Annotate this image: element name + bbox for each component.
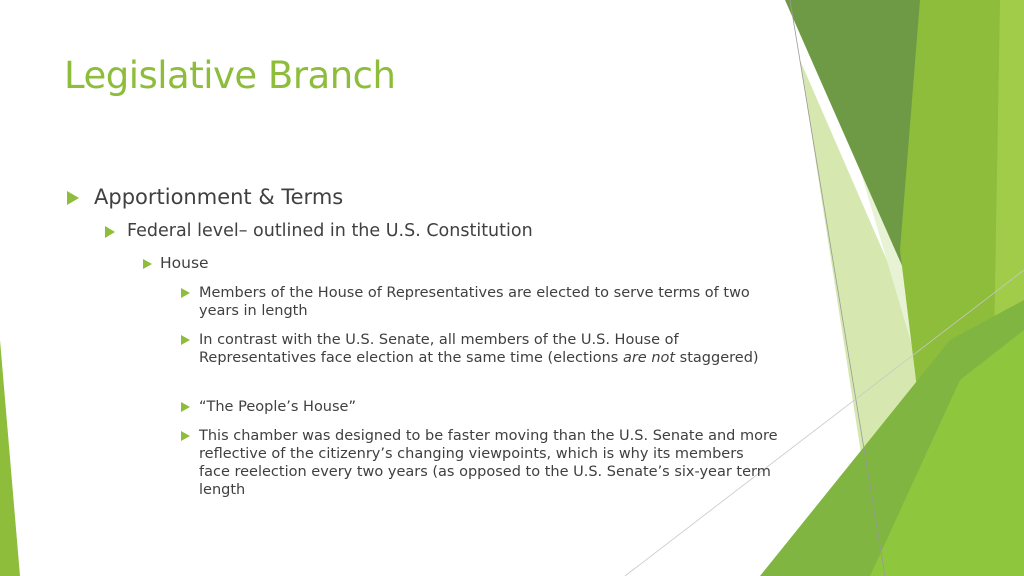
contrast-emphasis: are not bbox=[622, 350, 676, 366]
triangle-bullet-icon bbox=[143, 259, 152, 269]
bullet-item-text bbox=[199, 331, 779, 367]
bullet-level1-text: Apportionment & Terms bbox=[94, 185, 344, 209]
bullet-item-text: This chamber was designed to be faster moving than the U.S. Senate and more reflective of the citizenry’s changing viewpoints, which is why its members face reelection every two years (as opposed to the U.S. Senate’s six-year term length bbox=[199, 428, 778, 498]
triangle-bullet-icon bbox=[181, 402, 190, 412]
triangle-bullet-icon bbox=[181, 288, 190, 298]
bullet-item-text: “The People’s House” bbox=[199, 399, 356, 415]
bullet-level3-text: House bbox=[160, 254, 209, 272]
triangle-bullet-icon bbox=[67, 191, 79, 205]
triangle-bullet-icon bbox=[181, 431, 190, 441]
bullet-item bbox=[181, 427, 781, 499]
bullet-item-text: Members of the House of Representatives are elected to serve terms of two years in length bbox=[199, 285, 750, 319]
slide-title: Legislative Branch bbox=[64, 54, 396, 97]
bullet-level2 bbox=[105, 221, 533, 241]
triangle-bullet-icon bbox=[181, 335, 190, 345]
bullet-level1 bbox=[67, 185, 343, 209]
bullet-item bbox=[181, 398, 781, 416]
bullet-item bbox=[181, 331, 781, 367]
contrast-text-before: In contrast with the U.S. Senate, all members of the U.S. House of Representatives face election at the same time (elections bbox=[199, 332, 679, 366]
triangle-bullet-icon bbox=[105, 226, 115, 238]
contrast-text-after: staggered) bbox=[675, 350, 759, 366]
bullet-item bbox=[181, 284, 781, 320]
bullet-level3 bbox=[143, 254, 209, 272]
bullet-level2-text: Federal level– outlined in the U.S. Constitution bbox=[127, 221, 533, 241]
left-edge-shape bbox=[0, 340, 20, 576]
